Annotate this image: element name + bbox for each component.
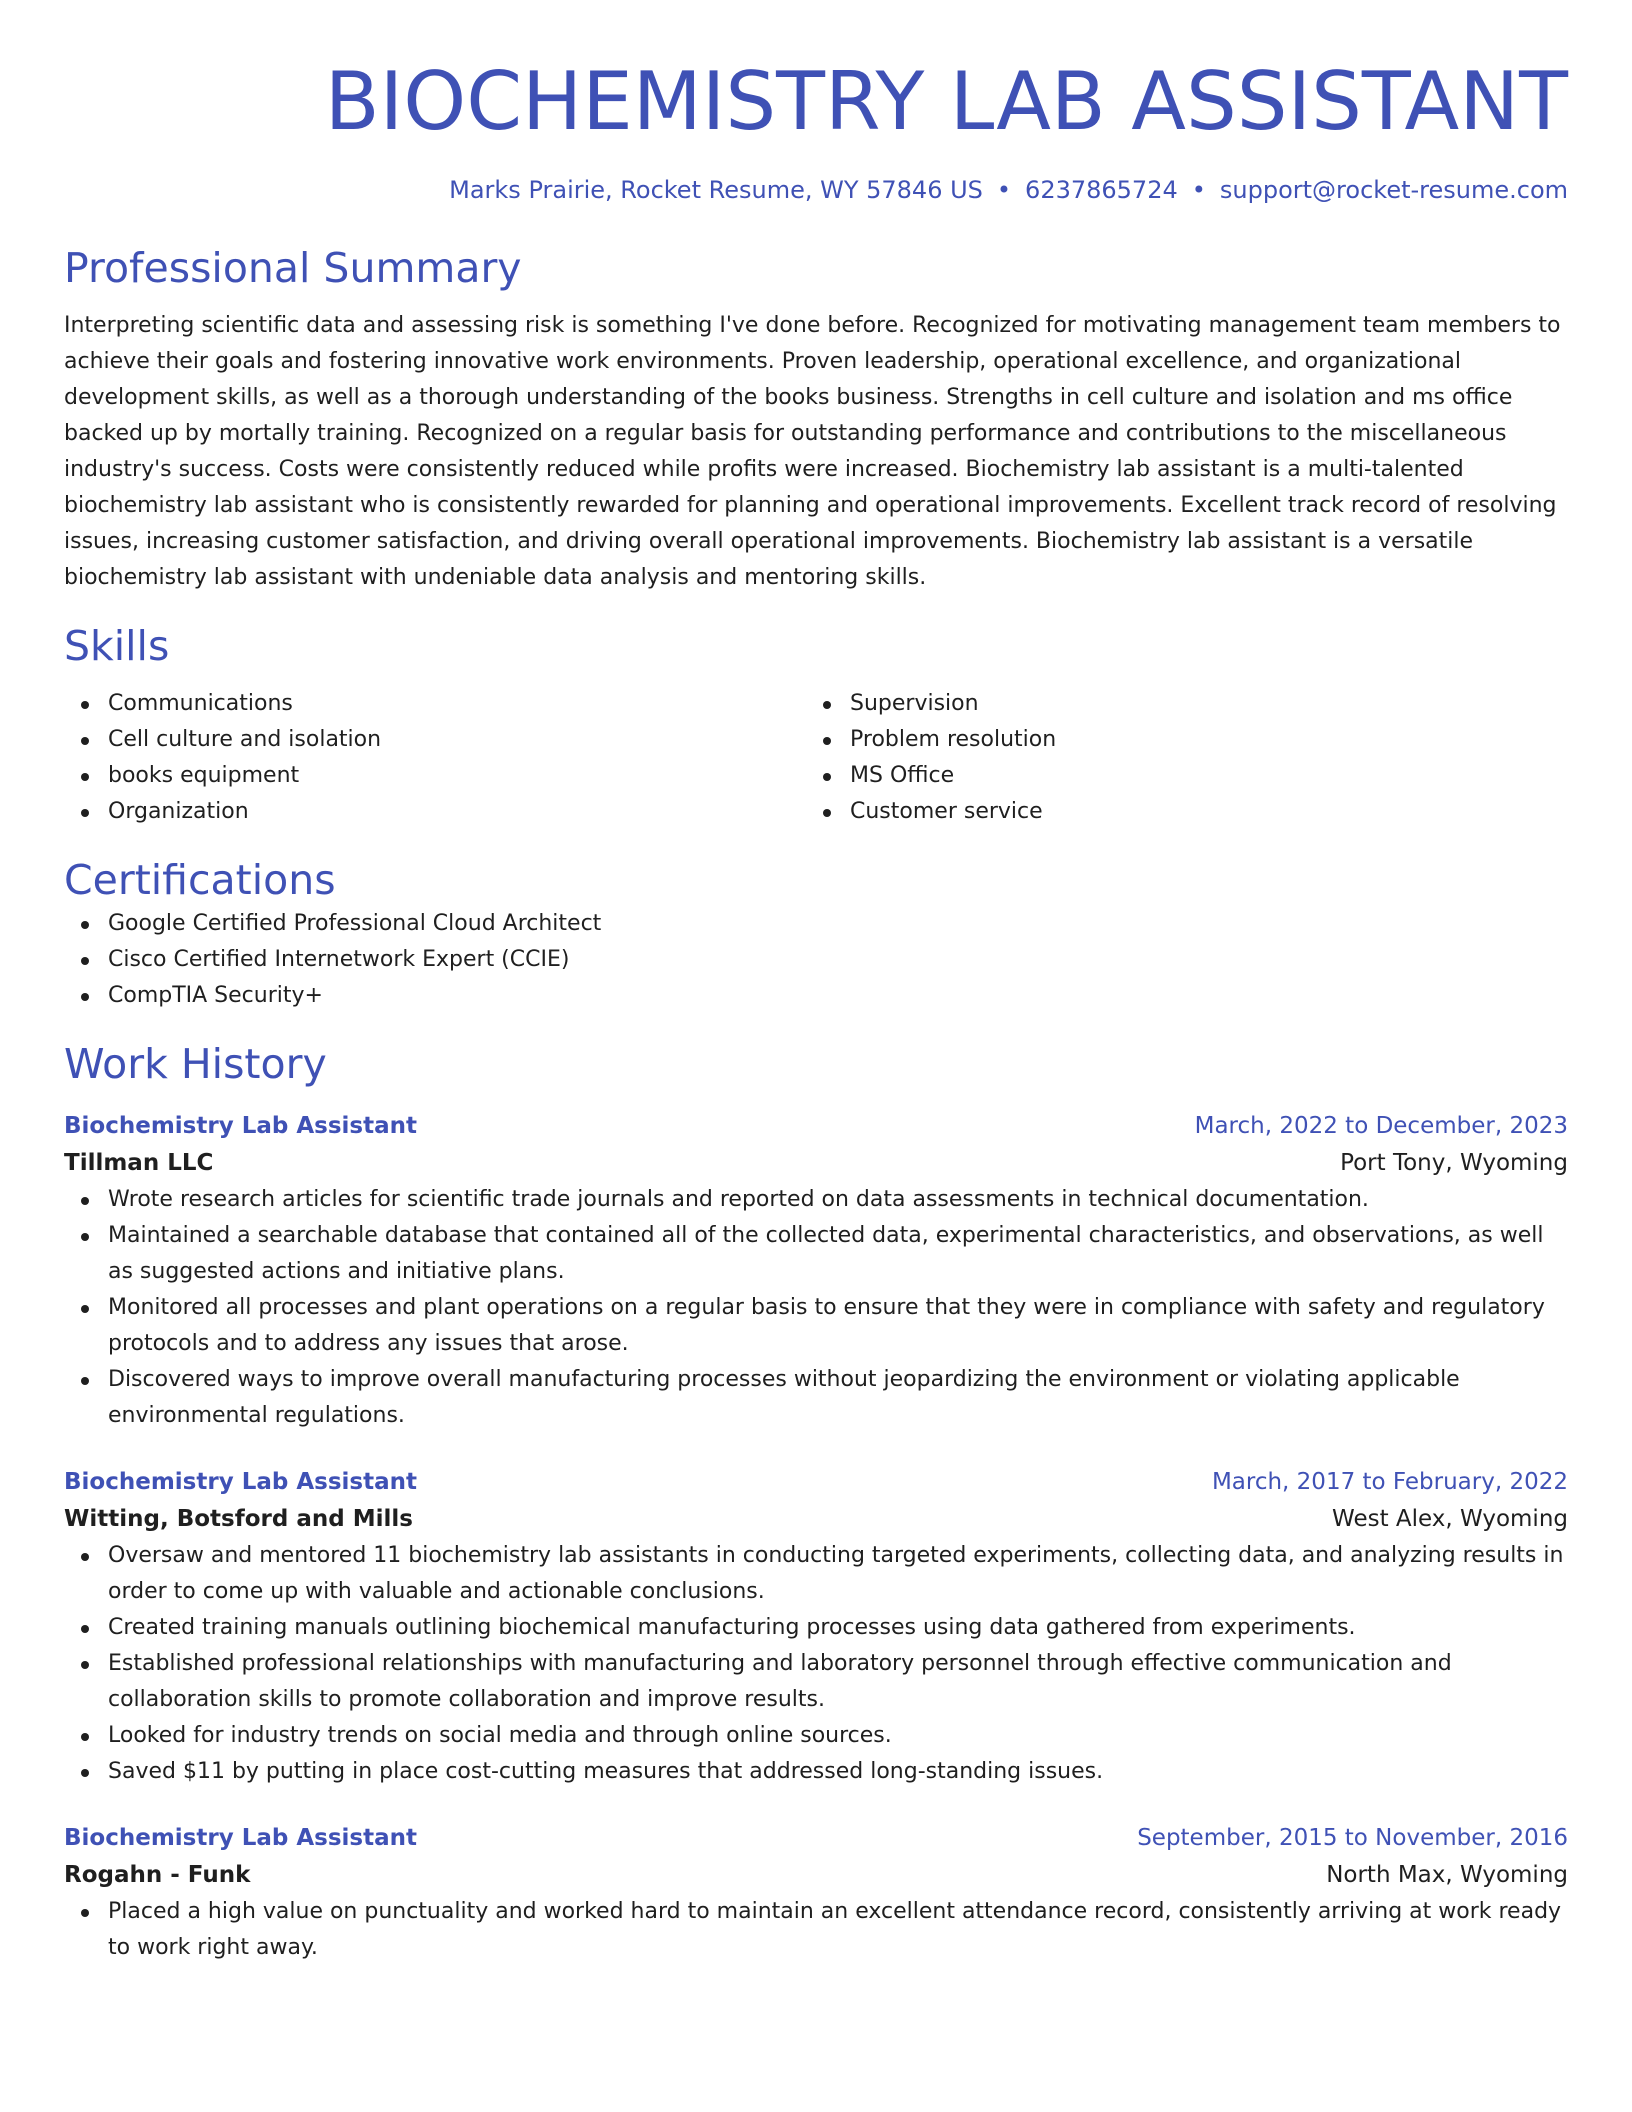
certification-item: CompTIA Security+	[64, 978, 1568, 1014]
contact-separator: •	[996, 176, 1012, 204]
contact-email: support@rocket-resume.com	[1219, 176, 1568, 204]
skill-item: Customer service	[806, 794, 1548, 830]
skills-grid	[64, 686, 1568, 830]
skill-item: MS Office	[806, 758, 1548, 794]
section-title-summary: Professional Summary	[64, 244, 522, 292]
job-company: Rogahn - Funk	[64, 1862, 251, 1888]
job-bullets	[64, 1182, 1568, 1434]
job-title: Biochemistry Lab Assistant	[64, 1825, 417, 1851]
resume-page	[64, 0, 1568, 1966]
resume-name: BIOCHEMISTRY LAB ASSISTANT	[324, 55, 1568, 148]
job-bullet: Created training manuals outlining biochemical manufacturing processes using data gathered from experiments.	[64, 1610, 1568, 1646]
skills-column-left	[64, 686, 806, 830]
contact-line	[64, 174, 1568, 206]
job-dates: March, 2017 to February, 2022	[1211, 1469, 1568, 1495]
skill-item: Problem resolution	[806, 722, 1548, 758]
certification-item: Cisco Certified Internetwork Expert (CCIE)	[64, 942, 1568, 978]
job-header-row	[64, 1108, 1568, 1144]
job-entry	[64, 1820, 1568, 1966]
contact-phone: 6237865724	[1025, 176, 1178, 204]
job-company-row	[64, 1144, 1568, 1182]
job-location: West Alex, Wyoming	[1332, 1506, 1568, 1532]
job-entry	[64, 1464, 1568, 1790]
job-bullet: Established professional relationships with manufacturing and laboratory personnel through effective communication and collaboration skills to promote collaboration and improve results.	[64, 1646, 1568, 1718]
job-title: Biochemistry Lab Assistant	[64, 1469, 417, 1495]
certifications-list	[64, 906, 1568, 1014]
job-title: Biochemistry Lab Assistant	[64, 1113, 417, 1139]
job-bullet: Monitored all processes and plant operations on a regular basis to ensure that they were in compliance with safety and regulatory protocols and to address any issues that arose.	[64, 1290, 1568, 1362]
job-bullet: Looked for industry trends on social media and through online sources.	[64, 1718, 1568, 1754]
skills-column-right	[806, 686, 1548, 830]
job-header-row	[64, 1464, 1568, 1500]
skills-list-left	[64, 686, 806, 830]
job-bullet: Placed a high value on punctuality and worked hard to maintain an excellent attendance record, consistently arriving at work ready to work right away.	[64, 1894, 1568, 1966]
job-header-row	[64, 1820, 1568, 1856]
job-dates: September, 2015 to November, 2016	[1137, 1825, 1568, 1851]
job-company: Tillman LLC	[64, 1150, 214, 1176]
section-title-certifications: Certifications	[64, 856, 336, 904]
contact-address: Marks Prairie, Rocket Resume, WY 57846 US	[449, 176, 983, 204]
job-bullet: Maintained a searchable database that contained all of the collected data, experimental characteristics, and observations, as well as suggested actions and initiative plans.	[64, 1218, 1568, 1290]
section-title-work-history: Work History	[64, 1040, 327, 1088]
job-entry	[64, 1108, 1568, 1434]
job-bullet: Discovered ways to improve overall manufacturing processes without jeopardizing the environment or violating applicable environmental regulations.	[64, 1362, 1568, 1434]
skills-list-right	[806, 686, 1548, 830]
skill-item: Communications	[64, 686, 806, 722]
job-company-row	[64, 1500, 1568, 1538]
job-bullets	[64, 1894, 1568, 1966]
job-location: North Max, Wyoming	[1326, 1862, 1568, 1888]
job-bullets	[64, 1538, 1568, 1790]
skill-item: Supervision	[806, 686, 1548, 722]
job-dates: March, 2022 to December, 2023	[1194, 1113, 1568, 1139]
job-company: Witting, Botsford and Mills	[64, 1506, 413, 1532]
job-location: Port Tony, Wyoming	[1340, 1150, 1568, 1176]
job-bullet: Saved $11 by putting in place cost-cutting measures that addressed long-standing issues.	[64, 1754, 1568, 1790]
skill-item: Organization	[64, 794, 806, 830]
summary-text: Interpreting scientific data and assessing risk is something I've done before. Recognized for motivating management team members to achieve their goals and fostering innovative work environments. Proven leadership, operational excellence, and organizational development skills, as well as a thorough understanding of the books business. Strengths in cell culture and isolation and ms office backed up by mortally training. Recognized on a regular basis for outstanding performance and contributions to the miscellaneous industry's success. Costs were consistently reduced while profits were increased. Biochemistry lab assistant is a multi-talented biochemistry lab assistant who is consistently rewarded for planning and operational improvements. Excellent track record of resolving issues, increasing customer satisfaction, and driving overall operational improvements. Biochemistry lab assistant is a versatile biochemistry lab assistant with undeniable data analysis and mentoring skills.	[64, 313, 1561, 590]
section-title-skills: Skills	[64, 622, 170, 670]
job-bullet: Wrote research articles for scientific trade journals and reported on data assessments in technical documentation.	[64, 1182, 1568, 1218]
contact-separator: •	[1191, 176, 1206, 204]
job-company-row	[64, 1856, 1568, 1894]
certification-item: Google Certified Professional Cloud Architect	[64, 906, 1568, 942]
job-bullet: Oversaw and mentored 11 biochemistry lab assistants in conducting targeted experiments, collecting data, and analyzing results in order to come up with valuable and actionable conclusions.	[64, 1538, 1568, 1610]
skill-item: Cell culture and isolation	[64, 722, 806, 758]
skill-item: books equipment	[64, 758, 806, 794]
